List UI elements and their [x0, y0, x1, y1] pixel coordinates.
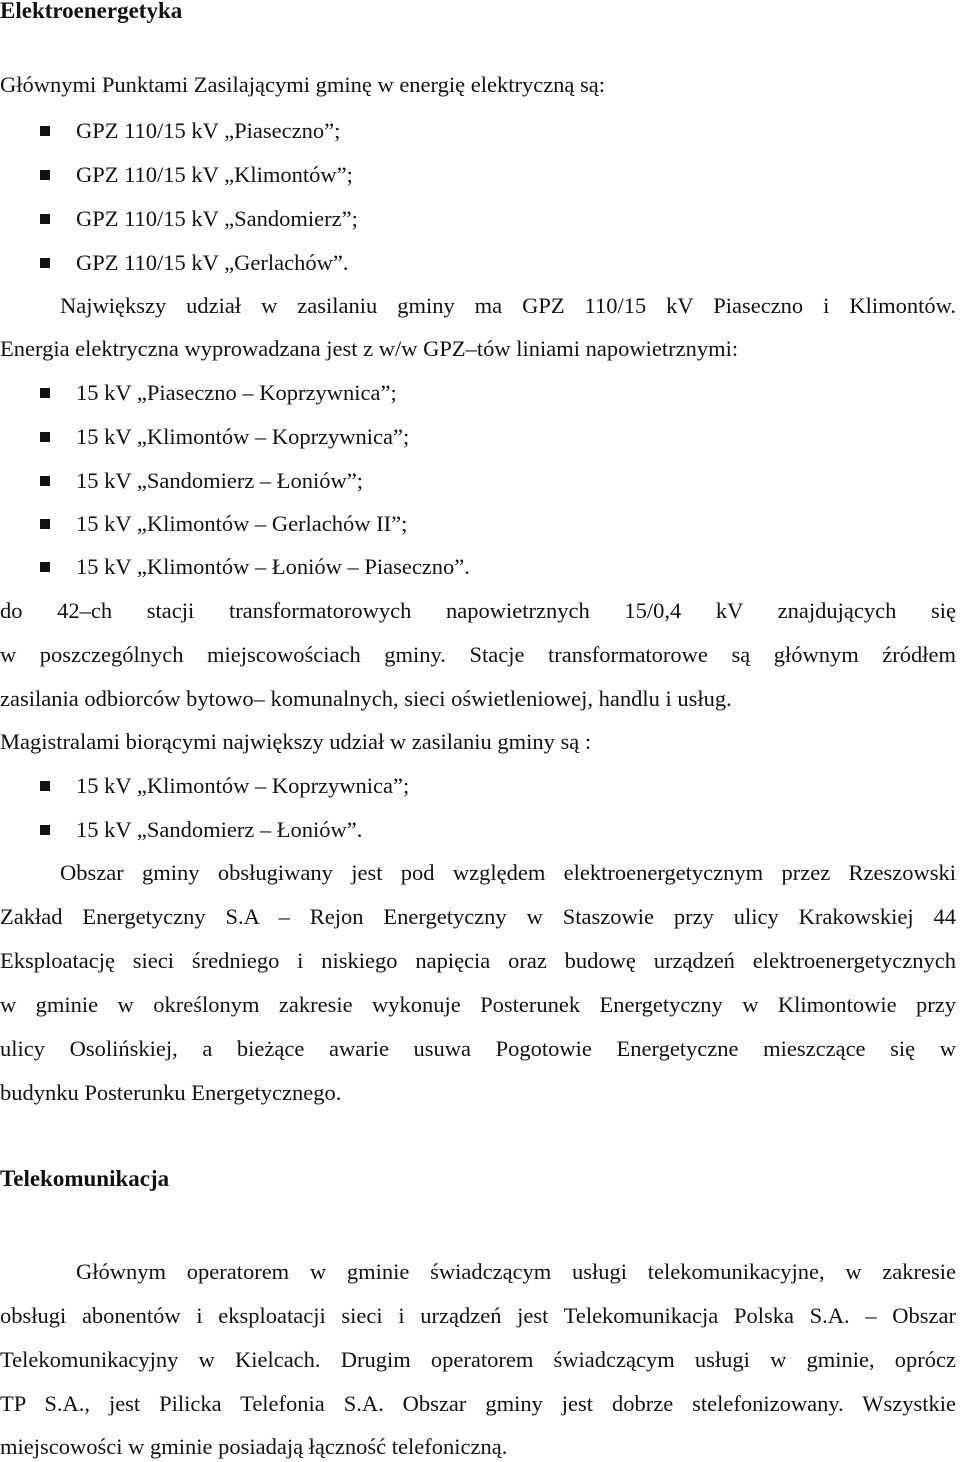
gpz-list-item: GPZ 110/15 kV „Klimontów”;	[76, 162, 353, 187]
list-bullet	[40, 476, 50, 486]
lines-intro-paragraph: Energia elektryczna wyprowadzana jest z w/w GPZ–tów liniami napowietrznymi:	[0, 336, 739, 361]
mains-list-item: 15 kV „Klimontów – Koprzywnica”;	[76, 773, 410, 798]
stations-paragraph-line: zasilania odbiorców bytowo– komunalnych, sieci oświetleniowej, handlu i usług.	[0, 686, 732, 711]
telekom-paragraph-line: Głównym operatorem w gminie świadczącym usługi telekomunikacyjne, w zakresie	[76, 1259, 956, 1284]
stations-paragraph-line: do 42–ch stacji transformatorowych napowietrznych 15/0,4 kV znajdujących się	[0, 598, 956, 623]
section-heading-telekomunikacja: Telekomunikacja	[0, 1166, 170, 1191]
telekom-paragraph-line: TP S.A., jest Pilicka Telefonia S.A. Obszar gminy jest dobrze stelefonizowany. Wszystkie	[0, 1391, 956, 1416]
list-bullet	[40, 519, 50, 529]
share-paragraph: Największy udział w zasilaniu gminy ma GPZ 110/15 kV Piaseczno i Klimontów.	[60, 293, 956, 318]
mains-intro-paragraph: Magistralami biorącymi największy udział w zasilaniu gminy są :	[0, 729, 592, 754]
list-bullet	[40, 562, 50, 572]
telekom-paragraph-line: obsługi abonentów i eksploatacji sieci i urządzeń jest Telekomunikacja Polska S.A. – Obszar	[0, 1303, 956, 1328]
telekom-paragraph-line: miejscowości w gminie posiadają łączność telefoniczną.	[0, 1434, 508, 1459]
line-list-item: 15 kV „Piaseczno – Koprzywnica”;	[76, 380, 397, 405]
list-bullet	[40, 170, 50, 180]
list-bullet	[40, 781, 50, 791]
line-list-item: 15 kV „Klimontów – Koprzywnica”;	[76, 424, 410, 449]
list-bullet	[40, 214, 50, 224]
intro-paragraph: Głównymi Punktami Zasilającymi gminę w energię elektryczną są:	[0, 72, 606, 97]
service-paragraph-line: Obszar gminy obsługiwany jest pod względem elektroenergetycznym przez Rzeszowski	[60, 860, 956, 885]
list-bullet	[40, 825, 50, 835]
service-paragraph-line: Zakład Energetyczny S.A – Rejon Energetyczny w Staszowie przy ulicy Krakowskiej 44	[0, 904, 956, 929]
list-bullet	[40, 258, 50, 268]
service-paragraph-line: ulicy Osolińskiej, a bieżące awarie usuwa Pogotowie Energetyczne mieszczące się w	[0, 1036, 956, 1061]
list-bullet	[40, 126, 50, 136]
list-bullet	[40, 388, 50, 398]
gpz-list-item: GPZ 110/15 kV „Piaseczno”;	[76, 118, 341, 143]
service-paragraph-line: w gminie w określonym zakresie wykonuje Posterunek Energetyczny w Klimontowie przy	[0, 992, 956, 1017]
mains-list-item: 15 kV „Sandomierz – Łoniów”.	[76, 817, 363, 842]
list-bullet	[40, 432, 50, 442]
gpz-list-item: GPZ 110/15 kV „Sandomierz”;	[76, 206, 358, 231]
line-list-item: 15 kV „Klimontów – Łoniów – Piaseczno”.	[76, 554, 470, 579]
gpz-list-item: GPZ 110/15 kV „Gerlachów”.	[76, 250, 349, 275]
service-paragraph-line: budynku Posterunku Energetycznego.	[0, 1080, 342, 1105]
stations-paragraph-line: w poszczególnych miejscowościach gminy. Stacje transformatorowe są głównym źródłem	[0, 642, 956, 667]
line-list-item: 15 kV „Klimontów – Gerlachów II”;	[76, 511, 408, 536]
telekom-paragraph-line: Telekomunikacyjny w Kielcach. Drugim operatorem świadczącym usługi w gminie, oprócz	[0, 1347, 956, 1372]
section-heading-elektroenergetyka: Elektroenergetyka	[0, 0, 183, 23]
service-paragraph-line: Eksploatację sieci średniego i niskiego napięcia oraz budowę urządzeń elektroenergetycznych	[0, 948, 956, 973]
line-list-item: 15 kV „Sandomierz – Łoniów”;	[76, 468, 364, 493]
